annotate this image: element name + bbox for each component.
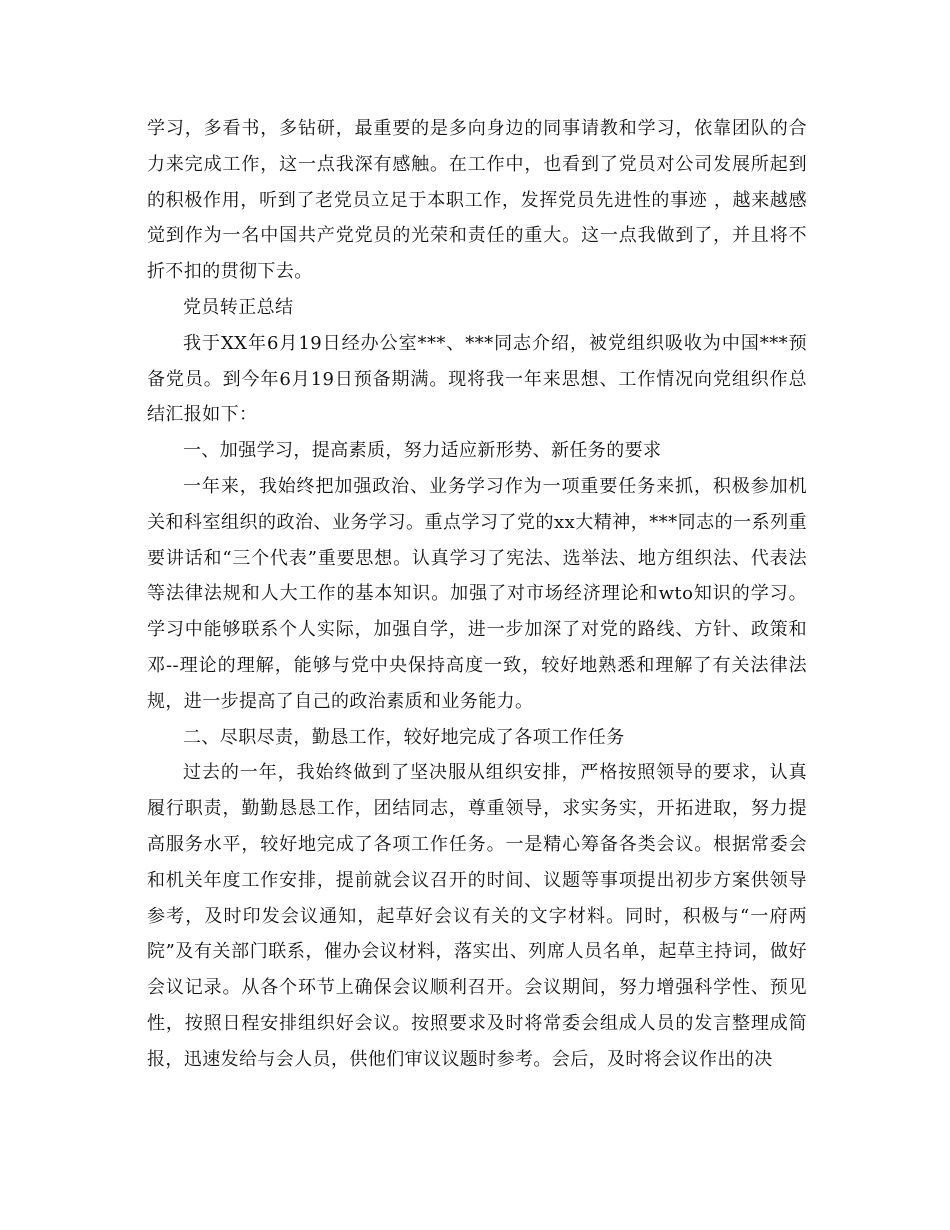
document-body xyxy=(147,111,807,1078)
section-heading-work: 二、尽职尽责，勤恳工作，较好地完成了各项工作任务 xyxy=(183,726,625,748)
section-heading-summary: 党员转正总结 xyxy=(183,296,294,318)
paragraph-study: 一年来，我始终把加强政治、业务学习作为一项重要任务来抓，积极参加机关和科室组织的政治、业务学习。重点学习了党的xx大精神，***同志的一系列重要讲话和“三个代表”重要思想。认真学习了宪法、选举法、地方组织法、代表法等法律法规和人大工作的基本知识。加强了对市场经济理论和wto知识的学习。学习中能够联系个人实际，加强自学，进一步加深了对党的路线、方针、政策和邓--理论的理解，能够与党中央保持高度一致，较好地熟悉和理解了有关法律法规，进一步提高了自己的政治素质和业务能力。 xyxy=(147,475,807,712)
paragraph-continuation: 学习，多看书，多钻研，最重要的是多向身边的同事请教和学习，依靠团队的合力来完成工作，这一点我深有感触。在工作中，也看到了党员对公司发展所起到的积极作用，听到了老党员立足于本职工作，发挥党员先进性的事迹 ，越来越感觉到作为一名中国共产党党员的光荣和责任的重大。这一点我做到了，并且将不折不扣的贯彻下去。 xyxy=(147,118,807,283)
section-heading-study: 一、加强学习，提高素质，努力适应新形势、新任务的要求 xyxy=(183,440,662,462)
paragraph-work: 过去的一年，我始终做到了坚决服从组织安排，严格按照领导的要求，认真履行职责，勤勤恳恳工作，团结同志，尊重领导，求实务实，开拓进取，努力提高服务水平，较好地完成了各项工作任务。一是精心筹备各类会议。根据常委会和机关年度工作安排，提前就会议召开的时间、议题等事项提出初步方案供领导参考，及时印发会议通知，起草好会议有关的文字材料。同时，积极与“一府两院”及有关部门联系，催办会议材料，落实出、列席人员名单，起草主持词，做好会议记录。从各个环节上确保会议顺利召开。会议期间，努力增强科学性、预见性，按照日程安排组织好会议。按照要求及时将常委会组成人员的发言整理成简报，迅速发给与会人员，供他们审议议题时参考。会后，及时将会议作出的决 xyxy=(147,762,807,1070)
paragraph-intro: 我于XX年6月19日经办公室***、***同志介绍，被党组织吸收为中国***预备党员。到今年6月19日预备期满。现将我一年来思想、工作情况向党组织作总结汇报如下： xyxy=(147,332,807,426)
